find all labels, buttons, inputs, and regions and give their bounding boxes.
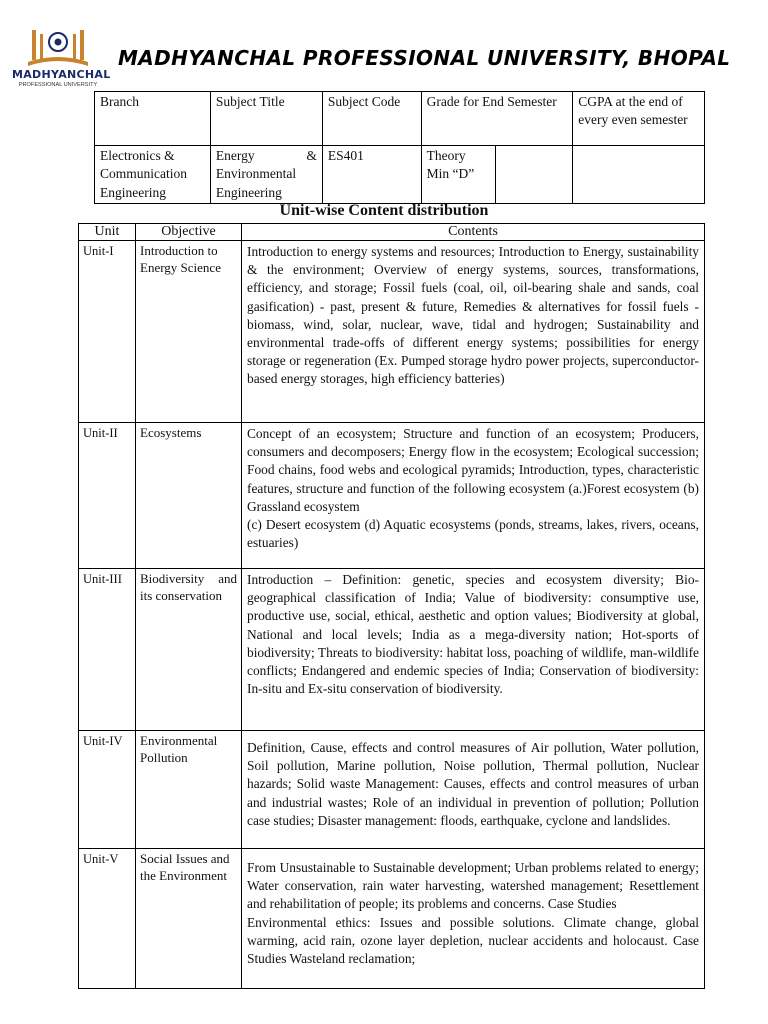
- contents-text: Introduction to energy systems and resources; Introduction to Energy, sustainability & the environment; Overview of energy systems, sources, transformations, efficiency, and storage; Fossil fuels (coal, oil, oil-bearing shale and sands, coal gasification) - past, present & future, Remedies & alternatives for fossil fuels - biomass, wind, solar, nuclear, wave, tidal and hydrogen; Sustainability and environmental trade-offs of different energy systems; possibilities for energy storage or regeneration (Ex. Pumped storage hydro power projects, superconductor-based energy storages, high efficiency batteries): [247, 244, 699, 387]
- unit-cell: Unit-II: [79, 423, 136, 569]
- header-contents: Contents: [242, 224, 705, 241]
- contents-cell: [242, 731, 705, 849]
- logo-subtext: PROFESSIONAL UNIVERSITY: [18, 82, 98, 88]
- header-branch: Branch: [95, 92, 211, 146]
- logo-text: MADHYANCHAL: [12, 68, 111, 81]
- contents-text: Concept of an ecosystem; Structure and function of an ecosystem; Producers, consumers and decomposers; Energy flow in the ecosystem; Ecological succession; Food chains, food webs and ecological pyramids; Introduction, types, characteristic features, structure and function of the following ecosystem (a.)Forest ecosystem (b) Grassland ecosystem: [247, 426, 699, 514]
- unit-cell: Unit-V: [79, 849, 136, 989]
- cell-grade-extra: [495, 146, 573, 204]
- table-row: [79, 241, 705, 423]
- contents-text: Definition, Cause, effects and control measures of Air pollution, Water pollution, Soil pollution, Marine pollution, Noise pollution, Thermal pollution, Nuclear hazards; Solid waste Management: Causes, effects and control measures of urban and industrial wastes; Role of an individual in prevention of pollution; Pollution case studies; Disaster management: floods, earthquake, cyclone and landslides.: [247, 740, 699, 828]
- section-heading: Unit-wise Content distribution: [279, 202, 489, 219]
- content-header-row: [79, 224, 705, 241]
- unit-cell: Unit-IV: [79, 731, 136, 849]
- objective-cell: Environmental Pollution: [136, 731, 242, 849]
- header-grade: Grade for End Semester: [421, 92, 573, 146]
- header-unit: Unit: [79, 224, 136, 241]
- objective-cell: Social Issues and the Environment: [136, 849, 242, 989]
- contents-text: From Unsustainable to Sustainable development; Urban problems related to energy; Water conservation, rain water harvesting, watershed management; Resettlement and rehabilitation of people; its problems and concerns. Case Studies: [247, 860, 699, 912]
- course-data-row: [95, 146, 705, 204]
- cell-cgpa: [573, 146, 705, 204]
- contents-text: Environmental ethics: Issues and possible solutions. Climate change, global warming, acid rain, ozone layer depletion, nuclear accidents and holocaust. Case Studies Wasteland reclamation;: [247, 914, 699, 967]
- course-info-table: [94, 91, 705, 204]
- contents-cell: [242, 423, 705, 569]
- header-objective: Objective: [136, 224, 242, 241]
- header-cgpa: CGPA at the end of every even semester: [573, 92, 705, 146]
- header-subject-title: Subject Title: [210, 92, 322, 146]
- unit-cell: Unit-I: [79, 241, 136, 423]
- contents-text: Introduction – Definition: genetic, species and ecosystem diversity; Bio-geographical classification of India; Value of biodiversity: consumptive use, productive use, social, ethical, aesthetic and option values; Biodiversity at global, National and local levels; India as a mega-diversity nation; Hot-sports of biodiversity; Threats to biodiversity: habitat loss, poaching of wildlife, man-wildlife conflicts; Endangered and endemic species of India; Conservation of biodiversity: In-situ and Ex-situ conservation of biodiversity.: [247, 572, 699, 697]
- contents-text: (c) Desert ecosystem (d) Aquatic ecosystems (ponds, streams, lakes, rivers, oceans, estuaries): [247, 517, 699, 551]
- contents-cell: [242, 569, 705, 731]
- cell-branch: Electronics & Communication Engineering: [95, 146, 211, 204]
- contents-cell: [242, 241, 705, 423]
- objective-cell: Biodiversity and its conservation: [136, 569, 242, 731]
- contents-cell: [242, 849, 705, 989]
- header-subject-code: Subject Code: [322, 92, 421, 146]
- unit-cell: Unit-III: [79, 569, 136, 731]
- course-header-row: [95, 92, 705, 146]
- cell-grade: Theory Min “D”: [421, 146, 495, 204]
- university-title: MADHYANCHAL PROFESSIONAL UNIVERSITY, BHOPAL: [118, 46, 731, 70]
- objective-cell: Introduction to Energy Science: [136, 241, 242, 423]
- cell-subject-code: ES401: [322, 146, 421, 204]
- objective-cell: Ecosystems: [136, 423, 242, 569]
- cell-subject-title: Energy & Environmental Engineering: [210, 146, 322, 204]
- table-row: [79, 569, 705, 731]
- table-row: [79, 849, 705, 989]
- table-row: [79, 423, 705, 569]
- table-row: [79, 731, 705, 849]
- content-distribution-table: [78, 223, 705, 989]
- logo-emblem-icon: [10, 26, 106, 70]
